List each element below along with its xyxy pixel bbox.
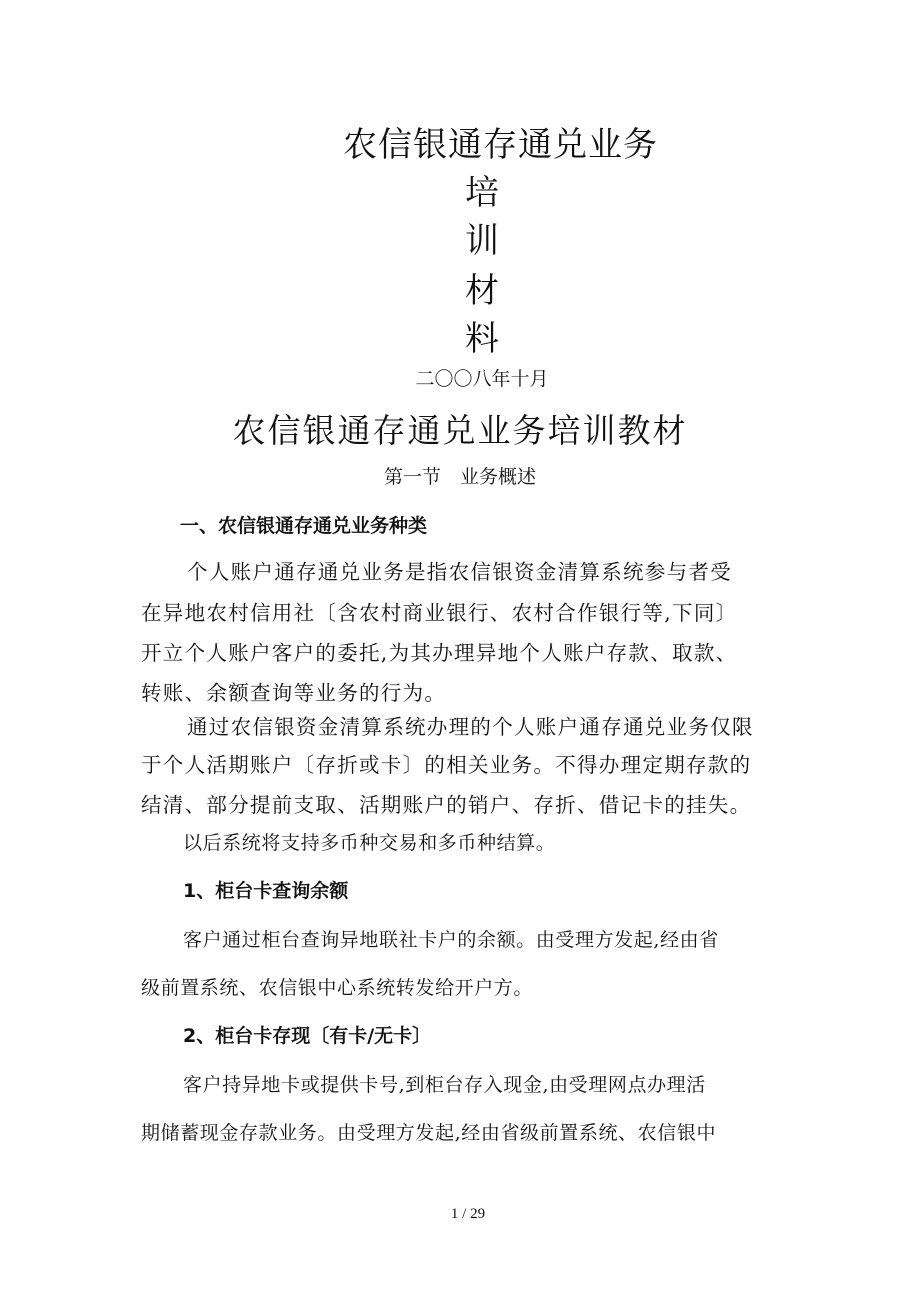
paragraph-line: 期储蓄现金存款业务。由受理方发起,经由省级前置系统、农信银中 <box>141 1122 717 1144</box>
cover-title-char: 训 <box>465 221 499 261</box>
paragraph-line: 通过农信银资金清算系统办理的个人账户通存通兑业务仅限 <box>187 715 754 739</box>
paragraph-line: 级前置系统、农信银中心系统转发给开户方。 <box>141 977 534 999</box>
page-number: 1 / 29 <box>450 1206 486 1222</box>
cover-title: 农信银通存通兑业务 <box>343 125 658 165</box>
section-title: 第一节 业务概述 <box>383 466 536 488</box>
paragraph-line: 客户通过柜台查询异地联社卡户的余额。由受理方发起,经由省 <box>183 929 719 951</box>
cover-title-char: 培 <box>465 173 499 213</box>
paragraph-line: 在异地农村信用社〔含农村商业银行、农村合作银行等,下同〕 <box>141 601 738 625</box>
heading-types: 一、农信银通存通兑业务种类 <box>180 515 428 537</box>
paragraph-line: 个人账户通存通兑业务是指农信银资金清算系统参与者受 <box>187 560 732 584</box>
heading-cash-deposit: 2、柜台卡存现〔有卡/无卡〕 <box>183 1025 432 1047</box>
cover-date: 二〇〇八年十月 <box>415 368 549 390</box>
cover-title-char: 料 <box>465 319 499 359</box>
paragraph-line: 客户持异地卡或提供卡号,到柜台存入现金,由受理网点办理活 <box>183 1074 706 1096</box>
paragraph-line: 于个人活期账户〔存折或卡〕的相关业务。不得办理定期存款的 <box>141 753 752 777</box>
paragraph-line: 开立个人账户客户的委托,为其办理异地个人账户存款、取款、 <box>141 641 738 665</box>
cover-title-char: 材 <box>465 271 499 311</box>
heading-balance-query: 1、柜台卡查询余额 <box>183 880 349 902</box>
document-title: 农信银通存通兑业务培训教材 <box>232 411 688 450</box>
paragraph-line: 结清、部分提前支取、活期账户的销户、存折、借记卡的挂失。 <box>141 793 752 817</box>
paragraph-line: 转账、余额查询等业务的行为。 <box>141 681 447 705</box>
paragraph-line: 以后系统将支持多币种交易和多币种结算。 <box>183 832 556 854</box>
